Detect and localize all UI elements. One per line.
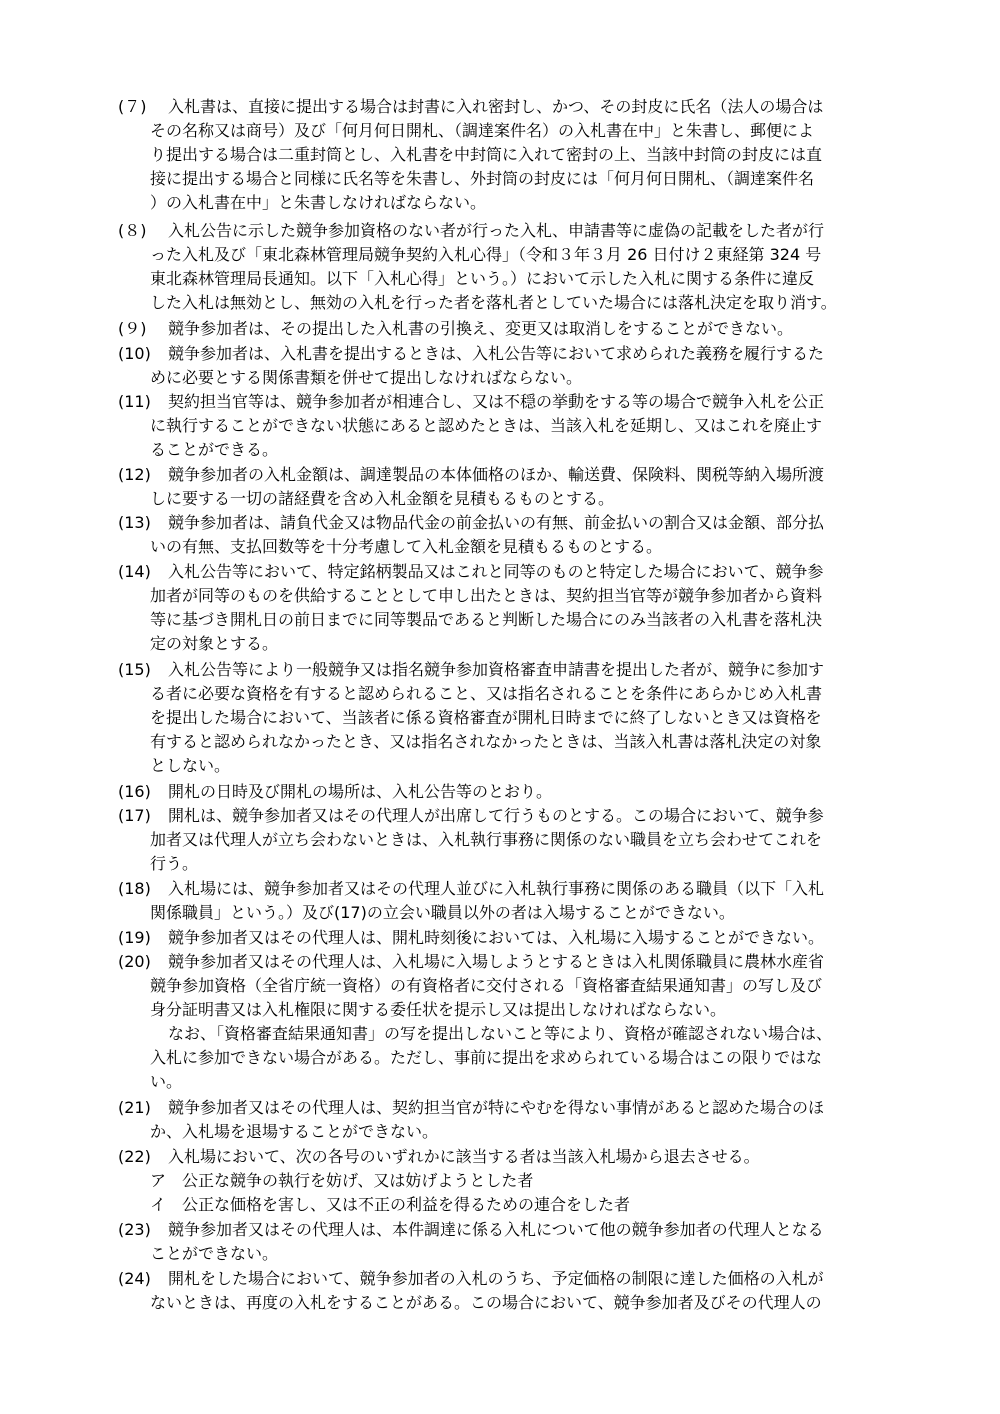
clause-text-line: 加者又は代理人が立ち会わないときは、入札執行事務に関係のない職員を立ち会わせてこれを [150, 830, 823, 849]
clause-text-line: った入札及び「東北森林管理局競争契約入札心得」（令和３年３月 26 日付け２東経第 324 号 [150, 245, 822, 264]
clause-text-line: 契約担当官等は、競争参加者が相連合し、又は不穏の挙動をする等の場合で競争入札を公正 [168, 392, 825, 411]
clause-number: (11) [118, 392, 151, 411]
clause-text-line: 入札公告等において、特定銘柄製品又はこれと同等のものと特定した場合において、競争参 [168, 562, 824, 581]
clause-text-line: 行う。 [150, 854, 199, 873]
clause-note-line: なお、「資格審査結果通知書」の写を提出しないこと等により、資格が確認されない場合は、 [168, 1024, 833, 1043]
clause-text-line: 開札の日時及び開札の場所は、入札公告等のとおり。 [168, 782, 553, 801]
clause-text-line: した入札は無効とし、無効の入札を行った者を落札者としていた場合には落札決定を取り消す。 [150, 293, 837, 312]
clause-22 [118, 1145, 938, 1217]
clause-text-line: 等に基づき開札日の前日までに同等製品であると判断した場合にのみ当該者の入札書を落札決 [150, 610, 823, 629]
clause-text-line: 入札書は、直接に提出する場合は封書に入れ密封し、かつ、その封皮に氏名（法人の場合は [168, 97, 824, 116]
clause-text-line: 入札公告に示した競争参加資格のない者が行った入札、申請書等に虚偽の記載をした者が行 [168, 221, 825, 240]
clause-text-line: 加者が同等のものを供給することとして申し出たときは、契約担当官等が競争参加者から資料 [150, 586, 823, 605]
clause-number: (14) [118, 562, 151, 581]
clause-text-line: 東北森林管理局長通知。以下「入札心得」という。）において示した入札に関する条件に違反 [150, 269, 815, 288]
clause-number: (８) [118, 221, 147, 240]
clause-text-line: り提出する場合は二重封筒とし、入札書を中封筒に入れて密封の上、当該中封筒の封皮には直 [150, 145, 823, 164]
clause-number: (16) [118, 782, 151, 801]
clause-text-line: 競争参加資格（全省庁統一資格）の有資格者に交付される「資格審査結果通知書」の写し及び [150, 976, 823, 995]
clause-text-line: ないときは、再度の入札をすることがある。この場合において、競争参加者及びその代理人の [150, 1293, 822, 1312]
clause-9 [118, 317, 938, 341]
clause-text-line: 競争参加者は、請負代金又は物品代金の前金払いの有無、前金払いの割合又は金額、部分払 [168, 513, 825, 532]
clause-number: (24) [118, 1269, 151, 1288]
clause-text-line: しに要する一切の諸経費を含め入札金額を見積もるものとする。 [150, 489, 615, 508]
clause-21 [118, 1096, 938, 1144]
clause-text-line: 競争参加者の入札金額は、調達製品の本体価格のほか、輸送費、保険料、関税等納入場所渡 [168, 465, 825, 484]
clause-text-line: 入札場には、競争参加者又はその代理人並びに入札執行事務に関係のある職員（以下「入札 [168, 879, 825, 898]
clause-subitem: イ 公正な価格を害し、又は不正の利益を得るための連合をした者 [150, 1195, 631, 1214]
clause-number: (23) [118, 1220, 151, 1239]
clause-7 [118, 95, 938, 215]
clause-number: (21) [118, 1098, 151, 1117]
clause-15 [118, 658, 938, 778]
clause-text-line: る者に必要な資格を有すると認められること、又は指名されることを条件にあらかじめ入札書 [150, 684, 823, 703]
clause-number: (13) [118, 513, 151, 532]
clause-text-line: 競争参加者又はその代理人は、入札場に入場しようとするときは入札関係職員に農林水産省 [168, 952, 825, 971]
clause-text-line: 競争参加者又はその代理人は、本件調達に係る入札について他の競争参加者の代理人となる [168, 1220, 824, 1239]
clause-text-line: に執行することができない状態にあると認めたときは、当該入札を延期し、又はこれを廃止す [150, 416, 823, 435]
clause-17 [118, 804, 938, 876]
clause-24 [118, 1267, 938, 1315]
clause-text-line: 入札公告等により一般競争又は指名競争参加資格審査申請書を提出した者が、競争に参加す [168, 660, 825, 679]
clause-text-line: 開札をした場合において、競争参加者の入札のうち、予定価格の制限に達した価格の入札が [168, 1269, 824, 1288]
clause-text-line: いの有無、支払回数等を十分考慮して入札金額を見積もるものとする。 [150, 537, 663, 556]
clause-8 [118, 219, 938, 315]
clause-number: (18) [118, 879, 151, 898]
clause-11 [118, 390, 938, 462]
clause-text-line: ことができない。 [150, 1244, 279, 1263]
clause-text-line: 競争参加者は、その提出した入札書の引換え、変更又は取消しをすることができない。 [168, 319, 793, 338]
clause-18 [118, 877, 938, 925]
clause-text-line: 定の対象とする。 [150, 634, 279, 653]
clause-number: (20) [118, 952, 151, 971]
clause-number: (12) [118, 465, 151, 484]
clause-10 [118, 342, 938, 390]
clause-number: (22) [118, 1147, 151, 1166]
clause-20 [118, 950, 938, 1094]
clause-text-line: その名称又は商号）及び「何月何日開札、（調達案件名）の入札書在中」と朱書し、郵便によ [150, 121, 815, 140]
clause-text-line: 関係職員」という。）及び(17)の立会い職員以外の者は入場することができない。 [150, 903, 735, 922]
clause-14 [118, 560, 938, 656]
clause-13 [118, 511, 938, 559]
clause-text-line: を提出した場合において、当該者に係る資格審査が開札日時までに終了しないとき又は資格を [150, 708, 822, 727]
clause-16 [118, 780, 938, 804]
clause-text-line: 接に提出する場合と同様に氏名等を朱書し、外封筒の封皮には「何月何日開札、（調達案件名 [150, 169, 815, 188]
clause-23 [118, 1218, 938, 1266]
clause-number: (19) [118, 928, 151, 947]
clause-text-line: か、入札場を退場することができない。 [150, 1122, 439, 1141]
clause-text-line: ）の入札書在中」と朱書しなければならない。 [150, 193, 487, 212]
clause-text-line: ることができる。 [150, 440, 279, 459]
clause-number: (15) [118, 660, 151, 679]
clause-number: (10) [118, 344, 151, 363]
clause-text-line: 開札は、競争参加者又はその代理人が出席して行うものとする。この場合において、競争参 [168, 806, 824, 825]
clause-text-line: としない。 [150, 756, 231, 775]
clause-text-line: 有すると認められなかったとき、又は指名されなかったときは、当該入札書は落札決定の対象 [150, 732, 822, 751]
clause-note-line: 入札に参加できない場合がある。ただし、事前に提出を求められている場合はこの限りではな [150, 1048, 823, 1067]
clause-text-line: 入札場において、次の各号のいずれかに該当する者は当該入札場から退去させる。 [168, 1147, 760, 1166]
clause-subitem: ア 公正な競争の執行を妨げ、又は妨げようとした者 [150, 1171, 534, 1190]
clause-number: (９) [118, 319, 147, 338]
clause-number: (７) [118, 97, 147, 116]
clause-text-line: めに必要とする関係書類を併せて提出しなければならない。 [150, 368, 583, 387]
clause-text-line: 競争参加者は、入札書を提出するときは、入札公告等において求められた義務を履行するた [168, 344, 825, 363]
clause-note-line: い。 [150, 1072, 183, 1091]
clause-text-line: 競争参加者又はその代理人は、契約担当官が特にやむを得ない事情があると認めた場合のほ [168, 1098, 825, 1117]
clause-number: (17) [118, 806, 151, 825]
clause-12 [118, 463, 938, 511]
clause-text-line: 競争参加者又はその代理人は、開札時刻後においては、入札場に入場することができない。 [168, 928, 825, 947]
clause-19 [118, 926, 938, 950]
clause-text-line: 身分証明書又は入札権限に関する委任状を提示し又は提出しなければならない。 [150, 1000, 727, 1019]
